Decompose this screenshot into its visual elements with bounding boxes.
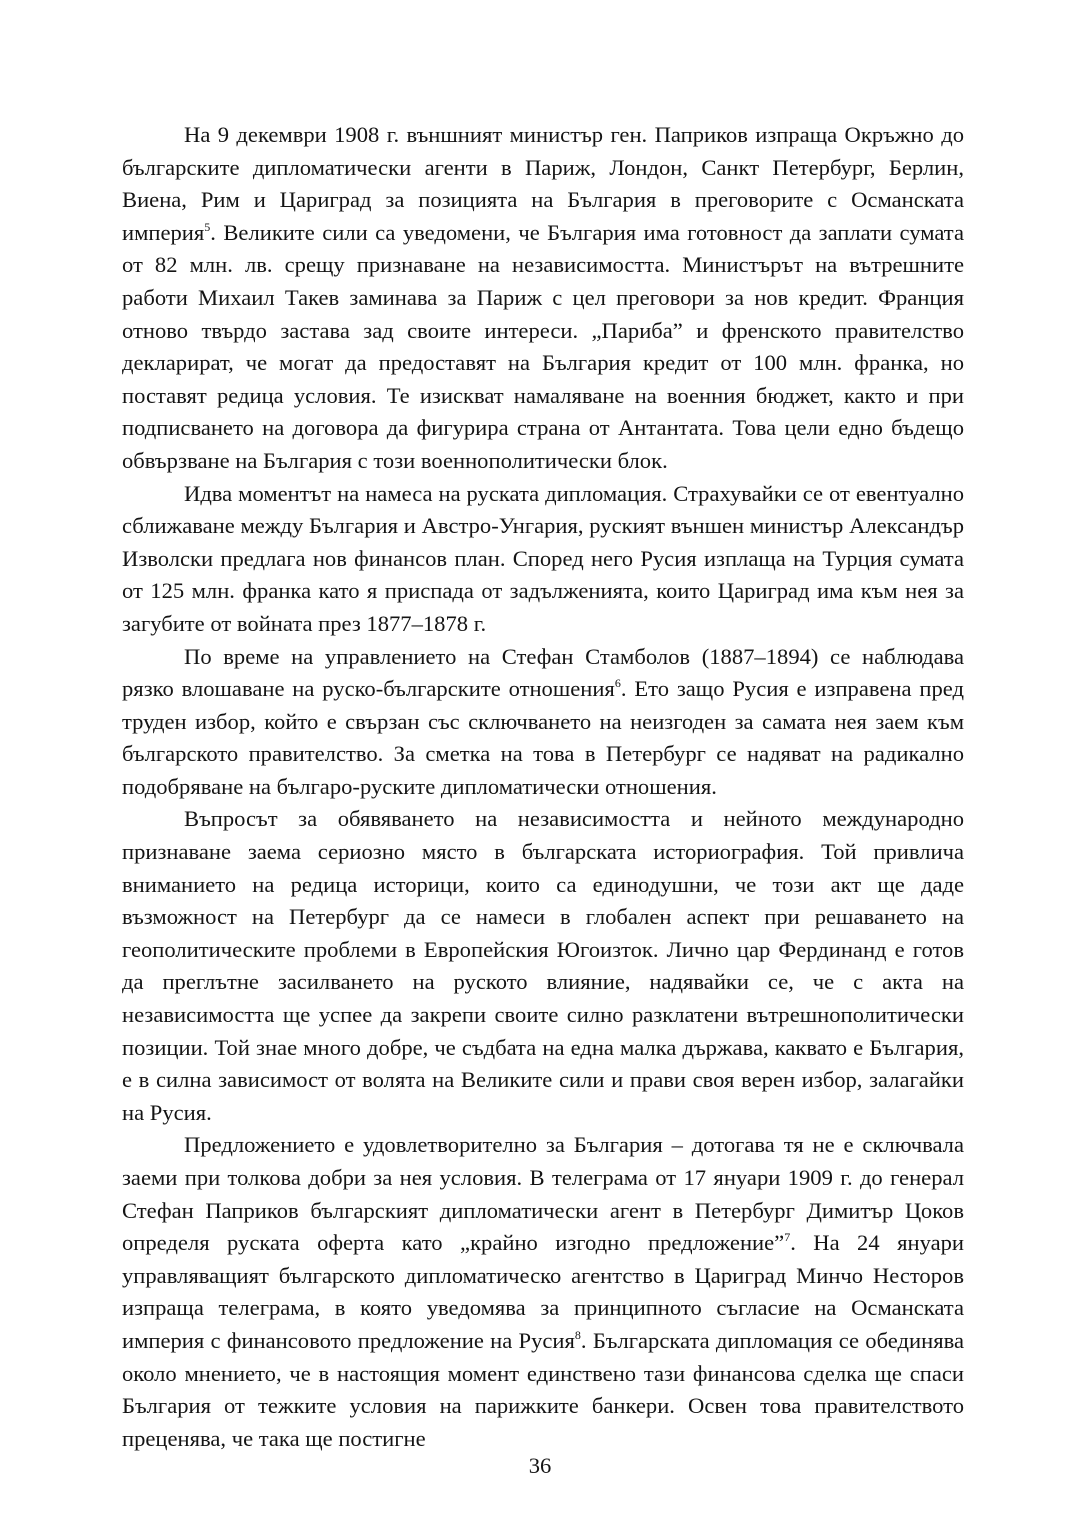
paragraph-text: . Ето защо Русия е изправена пред труден избор, който е свързан със сключването на неизгоден за самата нея заем към българското правителство. За сметка на това в Петербург се надяват на радикално подобряване на българо-руските дипломатически отношения. bbox=[122, 676, 964, 799]
footnote-ref-8: 8 bbox=[574, 1327, 581, 1342]
paragraph-3 bbox=[122, 641, 964, 804]
footnote-ref-5: 5 bbox=[204, 219, 211, 234]
paragraph-text: Въпросът за обявяването на независимостта и нейното международно признаване заема сериозно място в българската историография. Той привлича вниманието на редица историци, които са единодушни, че този акт ще даде възможност на Петербург да се намеси в глобален аспект при решаването на геополитическите проблеми в Европейския Югоизток. Лично цар Фердинанд е готов да преглътне засилването на руското влияние, надявайки се, че с акта на независимостта ще успее да закрепи своите силно разклатени вътрешнополитически позиции. Той знае много добре, че съдбата на една малка държава, каквато е България, е в силна зависимост от волята на Великите сили и прави своя верен избор, залагайки на Русия. bbox=[122, 806, 964, 1125]
footnote-ref-6: 6 bbox=[614, 676, 621, 691]
paragraph-text: Предложението е удовлетворително за България – дотогава тя не е сключвала заеми при толкова добри за нея условия. В телеграма от 17 януари 1909 г. до генерал Стефан Паприков българският дипломатически агент в Петербург Димитър Цоков определя руската оферта като „крайно изгодно предложение” bbox=[122, 1132, 964, 1256]
paragraph-text: . Великите сили са уведомени, че България има готовност да заплати сумата от 82 млн. лв. срещу признаване на независимостта. Министърът на вътрешните работи Михаил Такев заминава за Париж с цел преговори за нов кредит. Франция отново твърдо застава зад своите интереси. „Париба” и френското правителство декларират, че могат да предоставят на България кредит от 100 млн. франка, но поставят редица условия. Те изискват намаляване на военния бюджет, както и при подписването на договора да фигурира страна от Антантата. Това цели едно бъдещо обвързване на България с този военнополитически блок. bbox=[122, 219, 964, 473]
paragraph-text: На 9 декември 1908 г. външният министър ген. Паприков изпраща Окръжно до българските дипломатически агенти в Париж, Лондон, Санкт Петербург, Берлин, Виена, Рим и Цариград за позицията на България в преговорите с Османската империя bbox=[122, 122, 964, 245]
paragraph-text: По време на управлението на Стефан Стамболов (1887–1894) се наблюдава рязко влошаване на руско-българските отношения bbox=[122, 643, 964, 702]
paragraph-5 bbox=[122, 1129, 964, 1455]
paragraph-text: Идва моментът на намеса на руската дипломация. Страхувайки се от евентуално сближаване между България и Австро-Унгария, руският външен министър Александър Изволски предлага нов финансов план. Според него Русия изплаща на Турция сумата от 125 млн. франка като я приспада от задълженията, които Цариград има към нея за загубите от войната през 1877–1878 г. bbox=[122, 480, 964, 636]
paragraph-text: . На 24 януари управляващият българското дипломатическо агентство в Цариград Минчо Несторов изпраща телеграма, в която уведомява за принципното съгласие на Османската империя с финансовото предложение на Русия bbox=[122, 1230, 964, 1353]
footnote-ref-7: 7 bbox=[784, 1230, 791, 1245]
page-number: 36 bbox=[528, 1453, 552, 1478]
paragraph-1 bbox=[122, 119, 964, 478]
body-text bbox=[122, 119, 964, 1455]
paragraph-2 bbox=[122, 478, 964, 641]
paragraph-4 bbox=[122, 803, 964, 1129]
paragraph-text: . Българската дипломация се обединява около мнението, че в настоящия момент единствено тази финансова сделка ще спаси България от тежките условия на парижките банкери. Освен това правителството преценява, че така ще постигне bbox=[122, 1327, 964, 1451]
